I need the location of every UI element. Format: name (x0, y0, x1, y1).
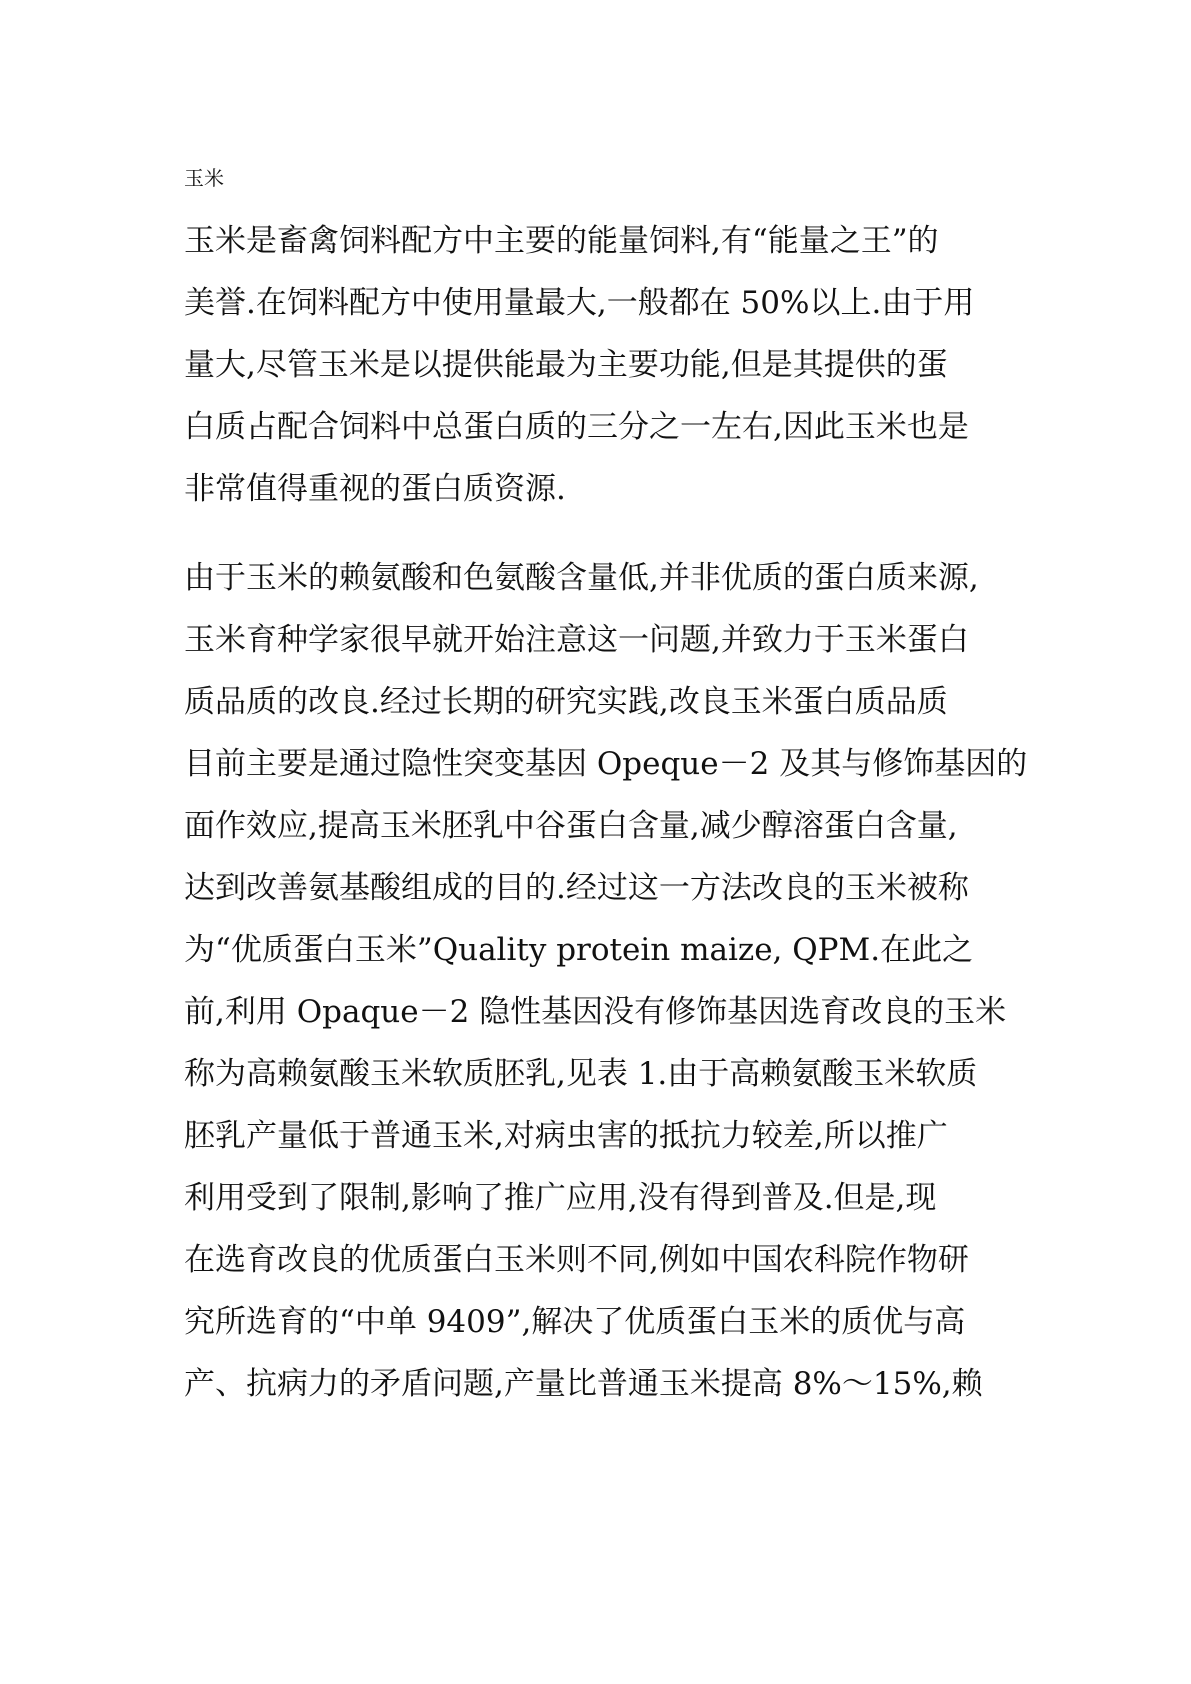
paragraph-line: 质品质的改良.经过长期的研究实践,改良玉米蛋白质品质 (184, 684, 948, 720)
paragraph-line: 为“优质蛋白玉米”Quality protein maize, QPM.在此之 (184, 932, 974, 968)
paragraph-line: 非常值得重视的蛋白质资源. (184, 471, 566, 507)
paragraph-line: 美誉.在饲料配方中使用量最大,一般都在 50%以上.由于用 (184, 285, 975, 321)
paragraph-line: 利用受到了限制,影响了推广应用,没有得到普及.但是,现 (184, 1180, 937, 1216)
paragraph-line: 称为高赖氨酸玉米软质胚乳,见表 1.由于高赖氨酸玉米软质 (184, 1056, 978, 1092)
paragraph-line: 玉米育种学家很早就开始注意这一问题,并致力于玉米蛋白 (184, 622, 969, 658)
paragraph-line: 产、抗病力的矛盾问题,产量比普通玉米提高 8%～15%,赖 (184, 1366, 983, 1402)
paragraph-line: 胚乳产量低于普通玉米,对病虫害的抵抗力较差,所以推广 (184, 1118, 948, 1154)
paragraph-line: 白质占配合饲料中总蛋白质的三分之一左右,因此玉米也是 (184, 409, 969, 445)
paragraph-line: 量大,尽管玉米是以提供能最为主要功能,但是其提供的蛋 (184, 347, 948, 383)
paragraph-1 (184, 210, 974, 520)
paragraph-line: 面作效应,提高玉米胚乳中谷蛋白含量,减少醇溶蛋白含量, (184, 808, 958, 844)
document-title: 玉米 (184, 166, 224, 190)
paragraph-line: 目前主要是通过隐性突变基因 Opeque－2 及其与修饰基因的 (184, 746, 1028, 782)
paragraph-line: 玉米是畜禽饲料配方中主要的能量饲料,有“能量之王”的 (184, 223, 939, 259)
paragraph-line: 前,利用 Opaque－2 隐性基因没有修饰基因选育改良的玉米 (184, 994, 1007, 1030)
paragraph-2 (184, 547, 1027, 1415)
paragraph-line: 究所选育的“中单 9409”,解决了优质蛋白玉米的质优与高 (184, 1304, 966, 1340)
paragraph-line: 达到改善氨基酸组成的目的.经过这一方法改良的玉米被称 (184, 870, 969, 906)
paragraph-line: 在选育改良的优质蛋白玉米则不同,例如中国农科院作物研 (184, 1242, 969, 1278)
paragraph-line: 由于玉米的赖氨酸和色氨酸含量低,并非优质的蛋白质来源, (184, 560, 979, 596)
